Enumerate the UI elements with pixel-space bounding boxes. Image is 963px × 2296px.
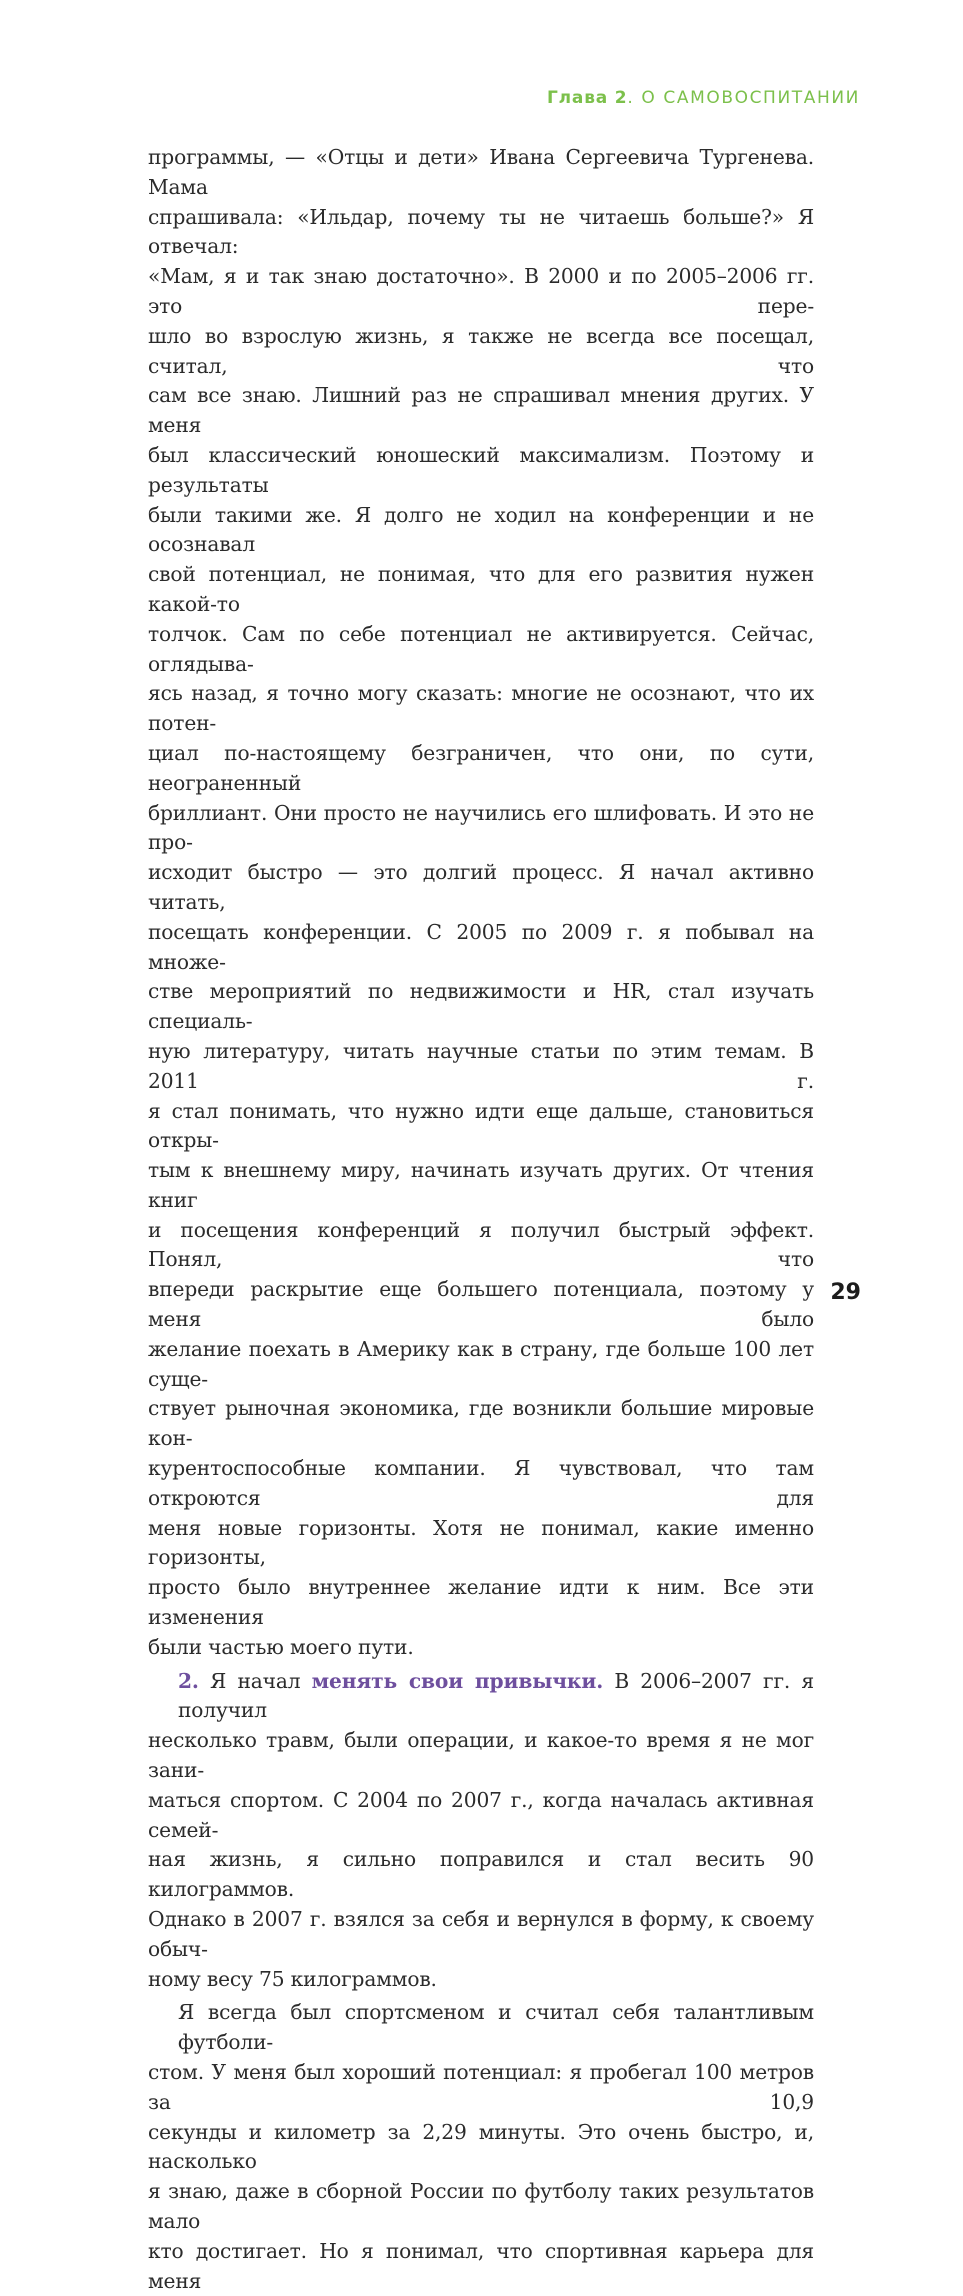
text-line: ному весу 75 килограммов. — [148, 1966, 437, 1991]
text-line: просто было внутреннее желание идти к ним. Все эти изменения — [148, 1575, 814, 1630]
text-line: я знаю, даже в сборной России по футболу таких результатов мало — [148, 2179, 814, 2233]
text-line: бриллиант. Они просто не научились его шлифовать. И это не про- — [148, 800, 814, 855]
running-head — [547, 88, 860, 108]
text-line: «Мам, я и так знаю достаточно». В 2000 и по 2005–2006 гг. это пере- — [148, 264, 814, 318]
text-line: курентоспособные компании. Я чувствовал, что там откроются для — [148, 1456, 814, 1510]
numbered-paragraph-first-line — [148, 1667, 814, 1727]
highlighted-phrase: менять свои привычки — [311, 1668, 597, 1693]
text-line: сам все знаю. Лишний раз не спрашивал мнения других. У меня — [148, 383, 814, 438]
text-line: циал по-настоящему безграничен, что они, по сути, неограненный — [148, 740, 814, 795]
chapter-separator: . — [627, 88, 635, 108]
body-text — [148, 143, 814, 2296]
text-line: несколько травм, были операции, и какое-то время я не мог зани- — [148, 1728, 814, 1783]
text-line: были частью моего пути. — [148, 1634, 414, 1659]
text-line: шло во взрослую жизнь, я также не всегда все посещал, считал, что — [148, 323, 814, 378]
text-line: ная жизнь, я сильно поправился и стал весить 90 килограммов. — [148, 1847, 814, 1902]
text-line: ную литературу, читать научные статьи по этим темам. В 2011 г. — [148, 1038, 814, 1093]
text-line: посещать конференции. С 2005 по 2009 г. я побывал на множе- — [148, 919, 814, 974]
text-line: тым к внешнему миру, начинать изучать других. От чтения книг — [148, 1158, 814, 1212]
text-line: толчок. Сам по себе потенциал не активируется. Сейчас, оглядыва- — [148, 621, 814, 676]
text-line: стве мероприятий по недвижимости и HR, стал изучать специаль- — [148, 979, 814, 1034]
text-line: и посещения конференций я получил быстрый эффект. Понял, что — [148, 1217, 814, 1272]
highlight-period: . — [596, 1668, 604, 1693]
text-line: впереди раскрытие еще большего потенциала, поэтому у меня было — [148, 1277, 814, 1332]
text-line: исходит быстро — это долгий процесс. Я начал активно читать, — [148, 860, 814, 914]
text-line: Я всегда был спортсменом и считал себя талантливым футболи- — [178, 2000, 814, 2055]
text-line: маться спортом. С 2004 по 2007 г., когда началась активная семей- — [148, 1787, 814, 1842]
text-line: стом. У меня был хороший потенциал: я пробегал 100 метров за 10,9 — [148, 2060, 814, 2114]
chapter-title: О САМОВОСПИТАНИИ — [634, 88, 860, 108]
text-line: ясь назад, я точно могу сказать: многие не осознают, что их потен- — [148, 681, 814, 736]
text-line: были такими же. Я долго не ходил на конференции и не осознавал — [148, 502, 814, 557]
text-line: Однако в 2007 г. взялся за себя и вернулся в форму, к своему обыч- — [148, 1907, 814, 1961]
text-line: секунды и километр за 2,29 минуты. Это очень быстро, и, насколько — [148, 2119, 814, 2174]
text-line: программы, — «Отцы и дети» Ивана Сергеевича Тургенева. Мама — [148, 145, 814, 199]
text-fragment: Я начал — [198, 1668, 312, 1693]
list-number: 2. — [178, 1668, 199, 1693]
chapter-label: Глава 2 — [547, 88, 628, 108]
page-number: 29 — [830, 1280, 861, 1305]
text-line: я стал понимать, что нужно идти еще дальше, становиться откры- — [148, 1098, 814, 1153]
text-line: меня новые горизонты. Хотя не понимал, какие именно горизонты, — [148, 1515, 814, 1570]
text-line: свой потенциал, не понимая, что для его развития нужен какой-то — [148, 562, 814, 616]
text-line: кто достигает. Но я понимал, что спортивная карьера для меня — [148, 2238, 814, 2293]
text-line: спрашивала: «Ильдар, почему ты не читаешь больше?» Я отвечал: — [148, 204, 814, 259]
text-line: был классический юношеский максимализм. Поэтому и результаты — [148, 442, 814, 497]
text-line: желание поехать в Америку как в страну, где больше 100 лет суще- — [148, 1336, 814, 1391]
text-line: ствует рыночная экономика, где возникли большие мировые кон- — [148, 1396, 814, 1451]
text-fragment: В 2006–2007 гг. я получил — [178, 1668, 814, 1723]
